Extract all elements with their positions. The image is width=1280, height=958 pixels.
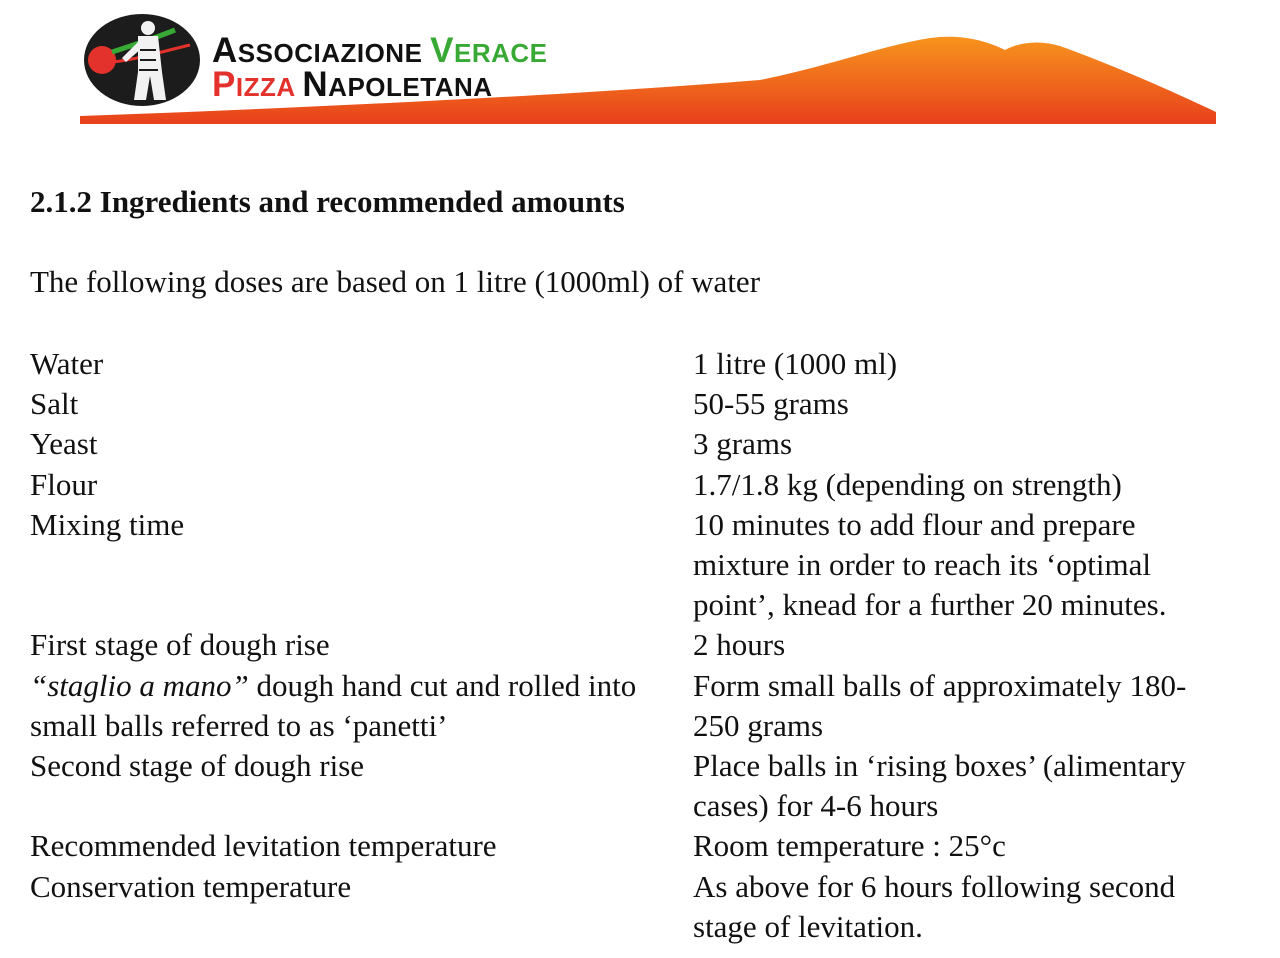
ingredient-name: Mixing time — [30, 506, 185, 542]
logo-initial-v: V — [430, 31, 454, 70]
ingredient-amount: 2 hours — [693, 627, 786, 663]
logo-initial-p: P — [212, 65, 236, 104]
ingredient-name: Conservation temperature — [30, 868, 352, 904]
ingredient-row — [30, 625, 1260, 665]
ingredient-amount: Form small balls of approximately 180- 250 grams — [693, 667, 1187, 743]
ingredient-row — [30, 465, 1260, 505]
logo-word-verace: ERACE — [454, 38, 548, 68]
ingredient-name: Yeast — [30, 426, 98, 462]
ingredient-amount: 1 litre (1000 ml) — [693, 346, 898, 381]
section-title: 2.1.2 Ingredients and recommended amounts — [30, 184, 625, 219]
ingredient-name-rest: dough hand cut and rolled into small balls referred to as ‘panetti’ — [30, 667, 637, 743]
ingredient-amount: Room temperature : 25°c — [693, 828, 1006, 864]
ingredient-amount: 10 minutes to add flour and prepare mixture in order to reach its ‘optimal point’, knead for a further 20 minutes. — [693, 506, 1167, 623]
ingredient-row — [30, 867, 1260, 947]
ingredient-row — [30, 666, 1260, 746]
pulcinella-logo-emblem — [84, 14, 200, 106]
ingredient-name-italic: “staglio a mano” — [30, 667, 249, 703]
header-banner — [0, 0, 1280, 130]
ingredient-name: Salt — [30, 386, 79, 422]
logo-word-napoletana: APOLETANA — [328, 72, 493, 102]
ingredient-amount: As above for 6 hours following second stage of levitation. — [693, 868, 1176, 944]
ingredient-row — [30, 746, 1260, 826]
ingredient-name: Water — [30, 346, 104, 381]
logo-word-pizza: IZZA — [235, 72, 303, 102]
ingredient-row — [30, 826, 1260, 866]
ingredient-amount: 3 grams — [693, 426, 793, 462]
ingredient-name: Second stage of dough rise — [30, 748, 365, 784]
ingredient-row — [30, 505, 1260, 626]
banner-graphic — [0, 0, 1280, 130]
logo-initial-a: A — [212, 31, 238, 70]
ingredient-name: Flour — [30, 466, 98, 502]
ingredient-name: First stage of dough rise — [30, 627, 330, 663]
ingredient-name: Recommended levitation temperature — [30, 828, 497, 864]
intro-text: The following doses are based on 1 litre (1000ml) of water — [30, 264, 761, 299]
ingredient-row — [30, 424, 1260, 464]
ingredient-amount: 50-55 grams — [693, 386, 849, 422]
ingredients-list — [30, 344, 1260, 947]
logo-line-pizza-napoletana — [212, 67, 493, 102]
ingredient-name — [30, 666, 693, 746]
logo-line-associazione-verace — [212, 33, 548, 68]
ingredient-row — [30, 344, 1260, 384]
ingredient-amount: 1.7/1.8 kg (depending on strength) — [693, 466, 1122, 502]
ingredient-row — [30, 384, 1260, 424]
logo-word-associazione: SSOCIAZIONE — [237, 38, 431, 68]
ingredient-amount: Place balls in ‘rising boxes’ (alimentary cases) for 4-6 hours — [693, 748, 1186, 824]
logo-initial-n: N — [302, 65, 329, 104]
